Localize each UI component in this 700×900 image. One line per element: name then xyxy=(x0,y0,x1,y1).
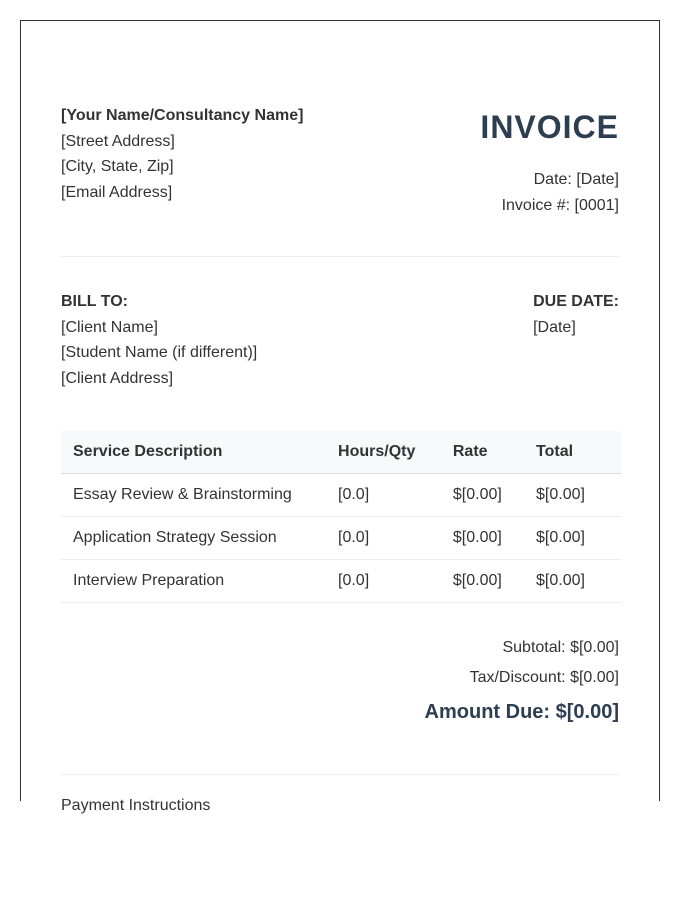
client-address: [Client Address] xyxy=(61,369,174,387)
row-description: Essay Review & Brainstorming xyxy=(61,474,326,517)
invoice-date: Date: [Date] xyxy=(533,171,619,188)
footer-divider xyxy=(61,774,619,775)
table-row xyxy=(61,517,621,560)
table-row xyxy=(61,474,621,517)
row-total: $[0.00] xyxy=(524,560,621,603)
due-date-block xyxy=(533,289,619,340)
due-date-value: [Date] xyxy=(533,318,576,336)
row-total: $[0.00] xyxy=(524,474,621,517)
row-hours: [0.0] xyxy=(326,560,441,603)
invoice-title: INVOICE xyxy=(480,109,619,145)
row-total: $[0.00] xyxy=(524,517,621,560)
payment-instructions-heading: Payment Instructions xyxy=(61,797,211,814)
sender-block xyxy=(61,103,303,205)
header-service-description: Service Description xyxy=(61,431,326,474)
invoice-header xyxy=(61,103,619,223)
table-header-row xyxy=(61,431,621,474)
amount-due: Amount Due: $[0.00] xyxy=(424,701,619,723)
row-description: Interview Preparation xyxy=(61,560,326,603)
services-table xyxy=(61,431,621,603)
sender-city: [City, State, Zip] xyxy=(61,158,174,175)
invoice-meta xyxy=(480,103,619,219)
bill-to-block xyxy=(61,289,257,391)
bill-to-label: BILL TO: xyxy=(61,293,128,310)
row-description: Application Strategy Session xyxy=(61,517,326,560)
student-name: [Student Name (if different)] xyxy=(61,344,258,361)
invoice-meta-lines xyxy=(480,167,619,219)
invoice-number: Invoice #: [0001] xyxy=(501,197,619,214)
totals-block xyxy=(425,633,619,729)
sender-name: [Your Name/Consultancy Name] xyxy=(61,107,304,124)
table-row xyxy=(61,560,621,603)
row-rate: $[0.00] xyxy=(441,560,524,603)
row-hours: [0.0] xyxy=(326,474,441,517)
row-rate: $[0.00] xyxy=(441,517,524,560)
row-hours: [0.0] xyxy=(326,517,441,560)
header-hours-qty: Hours/Qty xyxy=(326,431,441,474)
subtotal: Subtotal: $[0.00] xyxy=(502,639,619,656)
sender-email: [Email Address] xyxy=(61,183,173,201)
sender-street: [Street Address] xyxy=(61,132,175,150)
invoice-page xyxy=(20,20,660,814)
header-rate: Rate xyxy=(441,431,524,474)
tax-discount: Tax/Discount: $[0.00] xyxy=(469,669,619,686)
header-divider xyxy=(61,256,619,257)
client-name: [Client Name] xyxy=(61,318,158,336)
due-date-label: DUE DATE: xyxy=(533,293,619,310)
header-total: Total xyxy=(524,431,621,474)
row-rate: $[0.00] xyxy=(441,474,524,517)
